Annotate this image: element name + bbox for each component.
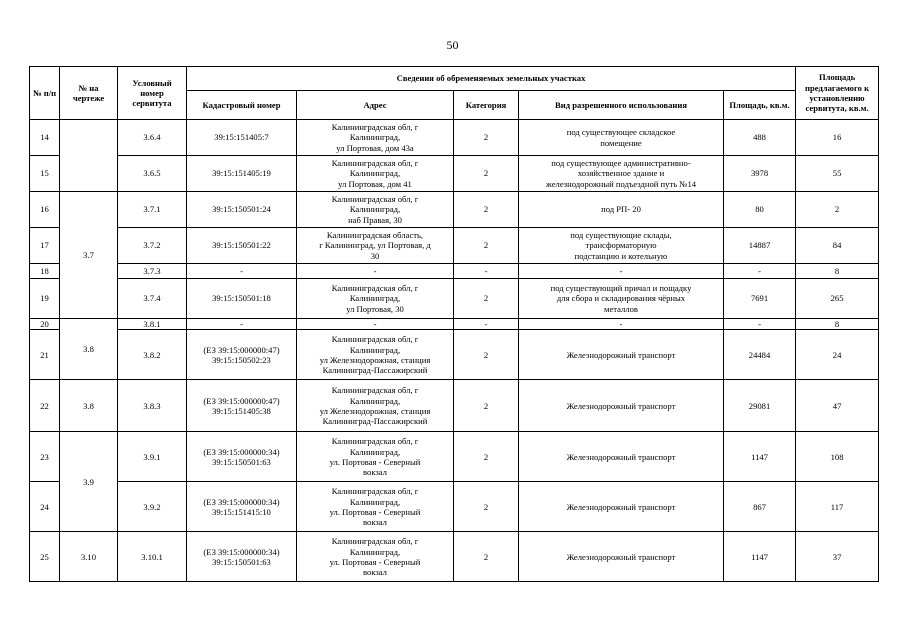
cell-area: 867 bbox=[724, 482, 796, 532]
cell-servitude: 3.7.4 bbox=[118, 279, 187, 319]
header-group: Сведения об обременяемых земельных участках bbox=[187, 67, 796, 91]
cell-area: 1147 bbox=[724, 432, 796, 482]
cell-servitude-area: 16 bbox=[796, 120, 879, 156]
cell-area: 29081 bbox=[724, 380, 796, 432]
table-row bbox=[30, 120, 879, 156]
cell-servitude-area: 84 bbox=[796, 228, 879, 264]
cell-category: 2 bbox=[454, 532, 519, 582]
table-row bbox=[30, 319, 879, 330]
cell-area: 80 bbox=[724, 192, 796, 228]
header-num: № п/п bbox=[30, 67, 60, 120]
cell-num: 25 bbox=[30, 532, 60, 582]
cell-cadastral: 39:15:150501:18 bbox=[187, 279, 297, 319]
cell-category: 2 bbox=[454, 156, 519, 192]
cell-num: 24 bbox=[30, 482, 60, 532]
cell-num: 23 bbox=[30, 432, 60, 482]
cell-use: под РП- 20 bbox=[519, 192, 724, 228]
cell-category: - bbox=[454, 264, 519, 279]
cell-servitude-area: 8 bbox=[796, 264, 879, 279]
cell-use: под существующее административно- хозяйственное здание и железнодорожный подъездной путь №14 bbox=[519, 156, 724, 192]
cell-servitude: 3.7.2 bbox=[118, 228, 187, 264]
header-category: Категория bbox=[454, 91, 519, 120]
cell-area: 7691 bbox=[724, 279, 796, 319]
cell-cadastral: (ЕЗ 39:15:000000:34) 39:15:151415:10 bbox=[187, 482, 297, 532]
table-row bbox=[30, 380, 879, 432]
cell-use: Железнодорожный транспорт bbox=[519, 482, 724, 532]
cell-servitude-area: 55 bbox=[796, 156, 879, 192]
cell-category: 2 bbox=[454, 192, 519, 228]
cell-category: 2 bbox=[454, 330, 519, 380]
header-servitude-area: Площадь предлагаемого к установлению сервитута, кв.м. bbox=[796, 67, 879, 120]
cell-use: под существующий причал и пощадку для сбора и складирования чёрных металлов bbox=[519, 279, 724, 319]
cell-address: Калининградская обл, г Калининград, ул. Портовая - Северный вокзал bbox=[297, 482, 454, 532]
servitude-table bbox=[29, 66, 879, 582]
cell-servitude-area: 47 bbox=[796, 380, 879, 432]
table-row bbox=[30, 482, 879, 532]
cell-address: - bbox=[297, 264, 454, 279]
cell-cadastral: 39:15:150501:22 bbox=[187, 228, 297, 264]
cell-drawing bbox=[60, 120, 118, 192]
table-row bbox=[30, 228, 879, 264]
table-row bbox=[30, 279, 879, 319]
cell-cadastral: 39:15:151405:19 bbox=[187, 156, 297, 192]
header-servitude: Условный номер сервитута bbox=[118, 67, 187, 120]
cell-category: 2 bbox=[454, 228, 519, 264]
cell-address: Калининградская обл, г Калининград, ул Портовая, дом 43а bbox=[297, 120, 454, 156]
table-row bbox=[30, 264, 879, 279]
table-row bbox=[30, 330, 879, 380]
cell-category: 2 bbox=[454, 482, 519, 532]
cell-address: Калининградская обл, г Калининград, ул Портовая, дом 41 bbox=[297, 156, 454, 192]
cell-cadastral: - bbox=[187, 319, 297, 330]
cell-servitude-area: 2 bbox=[796, 192, 879, 228]
cell-address: - bbox=[297, 319, 454, 330]
cell-address: Калининградская обл, г Калининград, ул. Портовая - Северный вокзал bbox=[297, 432, 454, 482]
cell-servitude: 3.7.3 bbox=[118, 264, 187, 279]
cell-servitude: 3.7.1 bbox=[118, 192, 187, 228]
cell-use: Железнодорожный транспорт bbox=[519, 330, 724, 380]
table-row bbox=[30, 156, 879, 192]
cell-address: Калининградская обл, г Калининград, ул Железнодорожная, станция Калининград-Пассажирский bbox=[297, 380, 454, 432]
cell-area: - bbox=[724, 264, 796, 279]
cell-num: 20 bbox=[30, 319, 60, 330]
header-address: Адрес bbox=[297, 91, 454, 120]
cell-category: 2 bbox=[454, 279, 519, 319]
cell-cadastral: (ЕЗ 39:15:000000:34) 39:15:150501:63 bbox=[187, 432, 297, 482]
cell-address: Калининградская обл, г Калининград, ул Портовая, 30 bbox=[297, 279, 454, 319]
cell-category: 2 bbox=[454, 432, 519, 482]
cell-num: 16 bbox=[30, 192, 60, 228]
cell-use: Железнодорожный транспорт bbox=[519, 380, 724, 432]
cell-servitude-area: 8 bbox=[796, 319, 879, 330]
cell-use: Железнодорожный транспорт bbox=[519, 432, 724, 482]
cell-servitude-area: 265 bbox=[796, 279, 879, 319]
cell-servitude-area: 37 bbox=[796, 532, 879, 582]
cell-cadastral: 39:15:150501:24 bbox=[187, 192, 297, 228]
cell-num: 17 bbox=[30, 228, 60, 264]
cell-area: 3978 bbox=[724, 156, 796, 192]
cell-num: 19 bbox=[30, 279, 60, 319]
cell-num: 14 bbox=[30, 120, 60, 156]
cell-servitude: 3.10.1 bbox=[118, 532, 187, 582]
cell-use: - bbox=[519, 319, 724, 330]
cell-category: 2 bbox=[454, 120, 519, 156]
cell-num: 15 bbox=[30, 156, 60, 192]
cell-servitude: 3.6.4 bbox=[118, 120, 187, 156]
cell-area: 488 bbox=[724, 120, 796, 156]
table-row bbox=[30, 532, 879, 582]
cell-area: 14887 bbox=[724, 228, 796, 264]
header-drawing: № на чертеже bbox=[60, 67, 118, 120]
cell-servitude: 3.6.5 bbox=[118, 156, 187, 192]
table-row bbox=[30, 192, 879, 228]
cell-drawing: 3.8 bbox=[60, 380, 118, 432]
cell-address: Калининградская обл, г Калининград, наб Правая, 30 bbox=[297, 192, 454, 228]
cell-address: Калининградская обл, г Калининград, ул Железнодорожная, станция Калининград-Пассажирский bbox=[297, 330, 454, 380]
cell-use: - bbox=[519, 264, 724, 279]
cell-area: 1147 bbox=[724, 532, 796, 582]
cell-address: Калининградская обл, г Калининград, ул. Портовая - Северный вокзал bbox=[297, 532, 454, 582]
cell-drawing: 3.9 bbox=[60, 432, 118, 532]
cell-area: - bbox=[724, 319, 796, 330]
cell-servitude: 3.8.1 bbox=[118, 319, 187, 330]
cell-area: 24484 bbox=[724, 330, 796, 380]
cell-num: 21 bbox=[30, 330, 60, 380]
cell-cadastral: - bbox=[187, 264, 297, 279]
cell-servitude-area: 117 bbox=[796, 482, 879, 532]
cell-cadastral: (ЕЗ 39:15:000000:47) 39:15:151405:38 bbox=[187, 380, 297, 432]
cell-cadastral: 39:15:151405:7 bbox=[187, 120, 297, 156]
cell-use: под существующие склады, трансформаторную подстанцию и котельную bbox=[519, 228, 724, 264]
cell-servitude-area: 108 bbox=[796, 432, 879, 482]
cell-drawing: 3.8 bbox=[60, 319, 118, 380]
cell-address: Калининградская область, г Калининград, ул Портовая, д 30 bbox=[297, 228, 454, 264]
cell-cadastral: (ЕЗ 39:15:000000:34) 39:15:150501:63 bbox=[187, 532, 297, 582]
cell-servitude: 3.8.2 bbox=[118, 330, 187, 380]
cell-num: 18 bbox=[30, 264, 60, 279]
header-use: Вид разрешенного использования bbox=[519, 91, 724, 120]
header-cadastral: Кадастровый номер bbox=[187, 91, 297, 120]
cell-drawing: 3.10 bbox=[60, 532, 118, 582]
cell-use: Железнодорожный транспорт bbox=[519, 532, 724, 582]
cell-cadastral: (ЕЗ 39:15:000000:47) 39:15:150502:23 bbox=[187, 330, 297, 380]
cell-category: - bbox=[454, 319, 519, 330]
page-number: 50 bbox=[446, 38, 459, 52]
cell-servitude: 3.9.1 bbox=[118, 432, 187, 482]
cell-servitude: 3.9.2 bbox=[118, 482, 187, 532]
cell-use: под существующее складское помещение bbox=[519, 120, 724, 156]
cell-servitude-area: 24 bbox=[796, 330, 879, 380]
cell-num: 22 bbox=[30, 380, 60, 432]
header-area: Площадь, кв.м. bbox=[724, 91, 796, 120]
table-row bbox=[30, 432, 879, 482]
cell-drawing: 3.7 bbox=[60, 192, 118, 319]
cell-category: 2 bbox=[454, 380, 519, 432]
cell-servitude: 3.8.3 bbox=[118, 380, 187, 432]
